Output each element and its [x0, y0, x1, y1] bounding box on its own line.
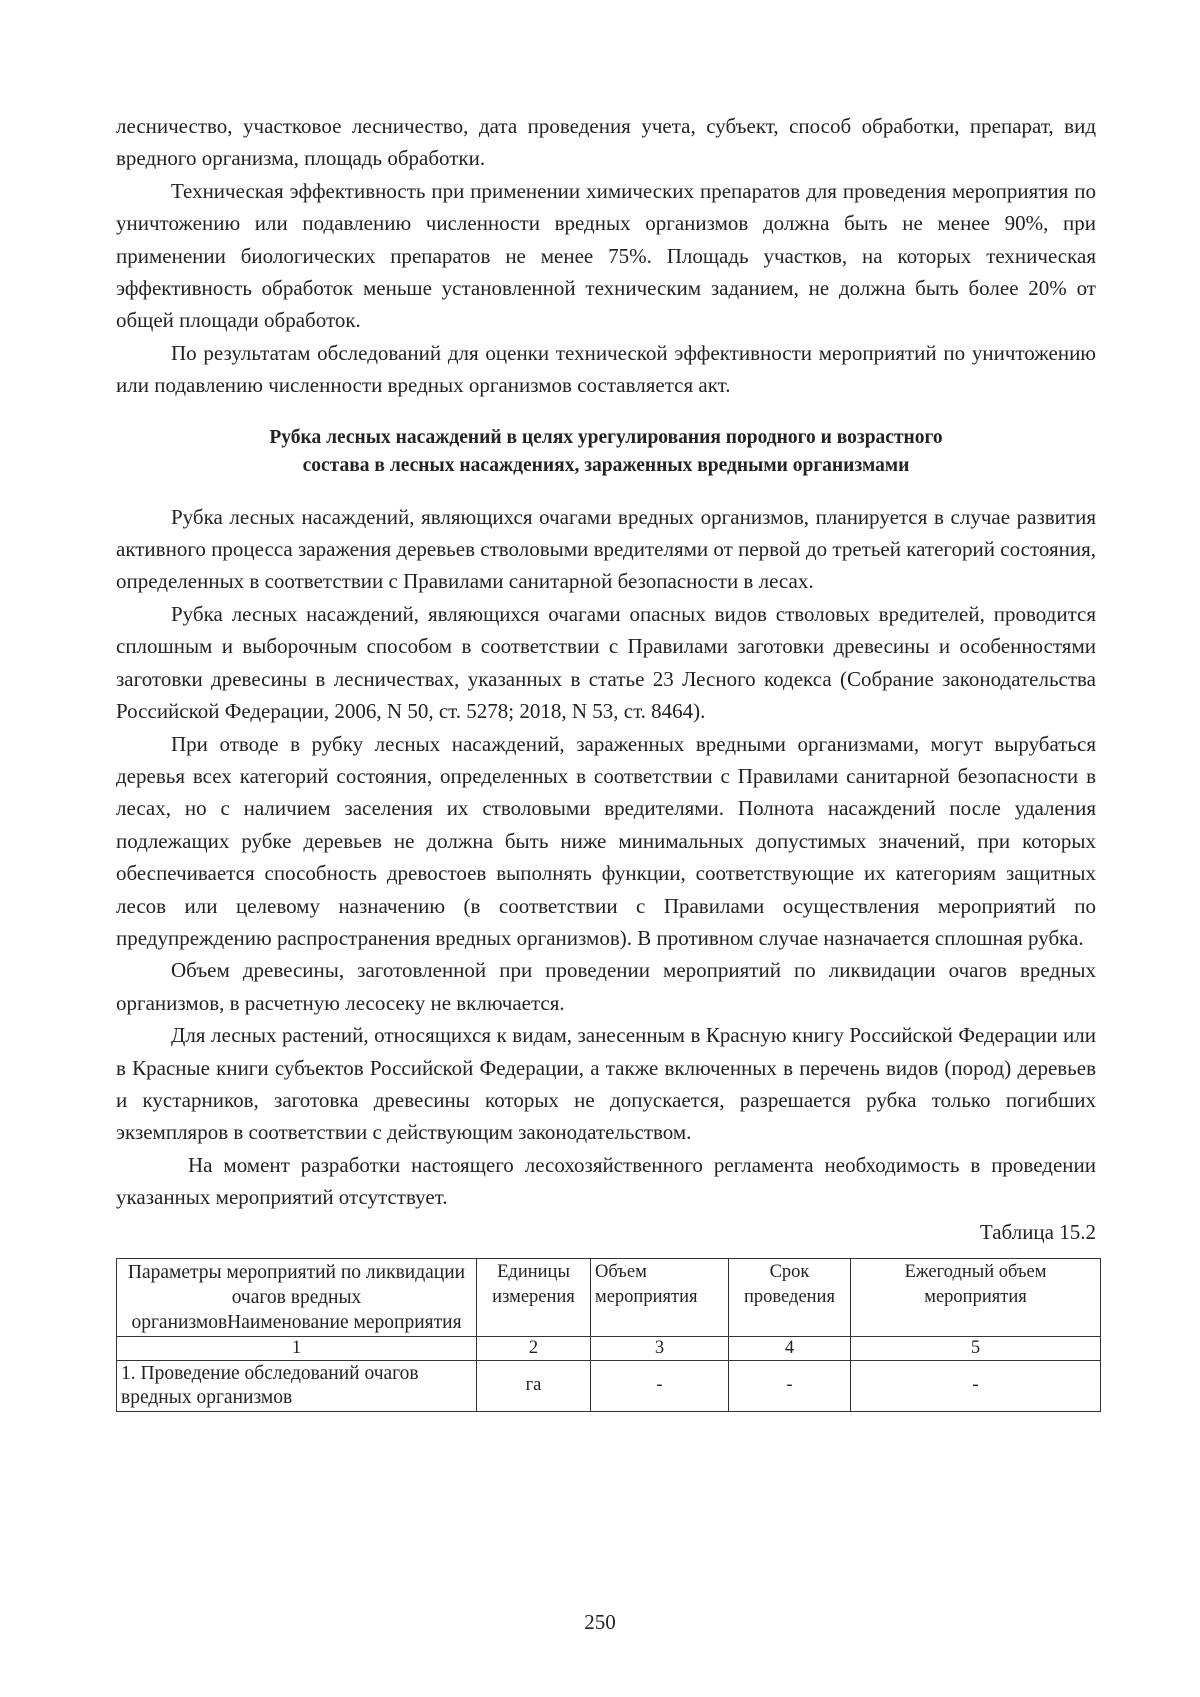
- column-number: 2: [477, 1336, 591, 1360]
- table-header-cell: Срок проведения: [729, 1258, 851, 1336]
- paragraph: Для лесных растений, относящихся к видам, занесенным в Красную книгу Российской Федерации или в Красные книги субъектов Российской Федерации, а также включенных в перечень видов (пород) деревьев и кустарников, заготовка древесины которых не допускается, разрешается рубка только погибших экземпляров в соответствии с действующим законодательством.: [116, 1023, 1096, 1145]
- table-cell: -: [851, 1360, 1101, 1411]
- table-row: [117, 1360, 1101, 1411]
- table-header-row: [117, 1258, 1101, 1336]
- paragraph: Рубка лесных насаждений, являющихся очагами вредных организмов, планируется в случае развития активного процесса заражения деревьев стволовыми вредителями от первой до третьей категорий состояния, определенных в соответствии с Правилами санитарной безопасности в лесах.: [116, 504, 1096, 594]
- table-header-cell: Ежегодный объем мероприятия: [851, 1258, 1101, 1336]
- paragraph: Техническая эффективность при применении химических препаратов для проведения мероприятия по уничтожению или подавлению численности вредных организмов должна быть не менее 90%, при применении биологических препаратов не менее 75%. Площадь участков, на которых техническая эффективность обработок меньше установленной техническим заданием, не должна быть более 20% от общей площади обработок.: [116, 178, 1096, 333]
- paragraph: На момент разработки настоящего лесохозяйственного регламента необходимость в проведении указанных мероприятий отсутствует.: [116, 1152, 1096, 1210]
- column-number: 4: [729, 1336, 851, 1360]
- table-cell: га: [477, 1360, 591, 1411]
- paragraph: По результатам обследований для оценки технической эффективности мероприятий по уничтожению или подавлению численности вредных организмов составляется акт.: [116, 340, 1096, 398]
- section-heading: [116, 424, 1096, 480]
- table-header-cell: Единицы измерения: [477, 1258, 591, 1336]
- table-cell: -: [591, 1360, 729, 1411]
- table-caption: Таблица 15.2: [979, 1219, 1096, 1244]
- table-cell: -: [729, 1360, 851, 1411]
- table-cell: 1. Проведение обследований очагов вредных организмов: [117, 1360, 477, 1411]
- table-header-cell: Параметры мероприятий по ликвидации очагов вредных организмовНаименование мероприятия: [117, 1258, 477, 1336]
- measures-table: [116, 1258, 1101, 1412]
- table-number-row: [117, 1336, 1101, 1360]
- column-number: 5: [851, 1336, 1101, 1360]
- table-header-cell: Объем мероприятия: [591, 1258, 729, 1336]
- document-page: [116, 110, 1096, 1412]
- page-number: 250: [584, 1610, 616, 1634]
- heading-line: состава в лесных насаждениях, зараженных вредными организмами: [302, 454, 910, 476]
- paragraph: Рубка лесных насаждений, являющихся очагами опасных видов стволовых вредителей, проводится сплошным и выборочным способом в соответствии с Правилами заготовки древесины и особенностями заготовки древесины в лесничествах, указанных в статье 23 Лесного кодекса (Собрание законодательства Российской Федерации, 2006, N 50, ст. 5278; 2018, N 53, ст. 8464).: [116, 601, 1096, 724]
- paragraph: При отводе в рубку лесных насаждений, зараженных вредными организмами, могут вырубаться деревья всех категорий состояния, определенных в соответствии с Правилами санитарной безопасности в лесах, но с наличием заселения их стволовыми вредителями. Полнота насаждений после удаления подлежащих рубке деревьев не должна быть ниже минимальных допустимых значений, при которых обеспечивается способность древостоев выполнять функции, соответствующие их категориям защитных лесов или целевому назначению (в соответствии с Правилами осуществления мероприятий по предупреждению распространения вредных организмов). В противном случае назначается сплошная рубка.: [116, 731, 1096, 950]
- heading-line: Рубка лесных насаждений в целях урегулирования породного и возрастного: [269, 426, 943, 448]
- paragraph: лесничество, участковое лесничество, дата проведения учета, субъект, способ обработки, препарат, вид вредного организма, площадь обработки.: [116, 114, 1096, 171]
- column-number: 1: [117, 1336, 477, 1360]
- paragraph: Объем древесины, заготовленной при проведении мероприятий по ликвидации очагов вредных организмов, в расчетную лесосеку не включается.: [116, 958, 1096, 1015]
- column-number: 3: [591, 1336, 729, 1360]
